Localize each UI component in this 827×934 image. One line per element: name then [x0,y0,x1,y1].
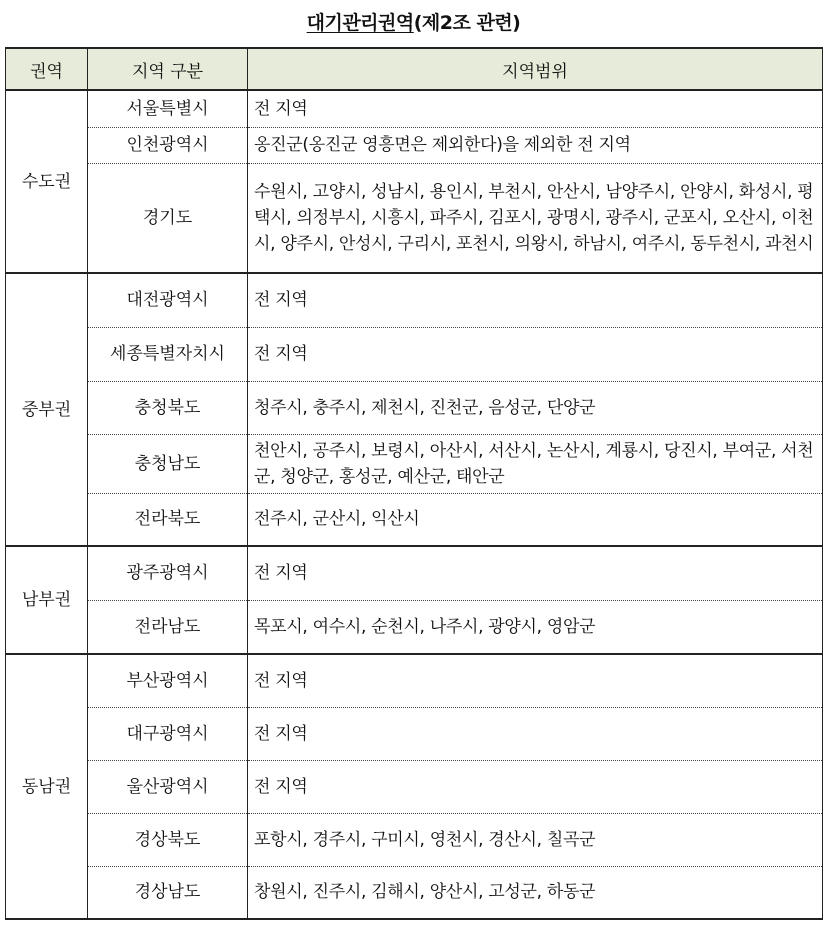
header-range: 지역범위 [248,48,823,90]
region-cell: 남부권 [6,546,88,654]
area-cell: 서울특별시 [88,90,248,127]
table-row [6,163,823,273]
table-row [6,493,823,546]
title-main: 대기관리권역 [306,12,414,34]
area-cell: 경상남도 [88,866,248,919]
area-cell: 경상북도 [88,813,248,866]
range-cell: 목포시, 여수시, 순천시, 나주시, 광양시, 영암군 [248,600,823,654]
range-cell: 전 지역 [248,327,823,381]
range-cell: 청주시, 충주시, 제천시, 진천군, 음성군, 단양군 [248,381,823,434]
range-cell: 전주시, 군산시, 익산시 [248,493,823,546]
range-cell: 전 지역 [248,90,823,127]
area-cell: 세종특별자치시 [88,327,248,381]
area-cell: 경기도 [88,163,248,273]
table-row [6,127,823,163]
region-cell: 수도권 [6,90,88,273]
area-cell: 광주광역시 [88,546,248,600]
table-row [6,654,823,707]
title-sub: (제2조 관련) [413,12,521,34]
range-cell: 수원시, 고양시, 성남시, 용인시, 부천시, 안산시, 남양주시, 안양시, 화성시, 평택시, 의정부시, 시흥시, 파주시, 김포시, 광명시, 광주시, 군포시, 오산시, 이천시, 양주시, 안성시, 구리시, 포천시, 의왕시, 하남시, 여주시, 동두천시, 과천시 [248,163,823,273]
document-title [0,8,827,35]
region-cell: 중부권 [6,273,88,546]
area-cell: 인천광역시 [88,127,248,163]
table-row [6,760,823,813]
air-quality-region-table [5,47,823,920]
table-row [6,327,823,381]
area-cell: 부산광역시 [88,654,248,707]
range-cell: 전 지역 [248,546,823,600]
header-region: 권역 [6,48,88,90]
area-cell: 전라남도 [88,600,248,654]
table-row [6,546,823,600]
range-cell: 포항시, 경주시, 구미시, 영천시, 경산시, 칠곡군 [248,813,823,866]
header-area: 지역 구분 [88,48,248,90]
range-cell: 전 지역 [248,707,823,760]
range-cell: 천안시, 공주시, 보령시, 아산시, 서산시, 논산시, 계룡시, 당진시, 부여군, 서천군, 청양군, 홍성군, 예산군, 태안군 [248,434,823,493]
table-row [6,866,823,919]
area-cell: 전라북도 [88,493,248,546]
range-cell: 창원시, 진주시, 김해시, 양산시, 고성군, 하동군 [248,866,823,919]
area-cell: 충청북도 [88,381,248,434]
area-cell: 울산광역시 [88,760,248,813]
range-cell: 전 지역 [248,654,823,707]
table-row [6,381,823,434]
range-cell: 전 지역 [248,760,823,813]
table-row [6,813,823,866]
area-cell: 대구광역시 [88,707,248,760]
table-row [6,434,823,493]
region-cell: 동남권 [6,654,88,919]
table-row [6,707,823,760]
table-row [6,90,823,127]
range-cell: 전 지역 [248,273,823,327]
table-row [6,600,823,654]
table-row [6,273,823,327]
range-cell: 옹진군(옹진군 영흥면은 제외한다)을 제외한 전 지역 [248,127,823,163]
area-cell: 대전광역시 [88,273,248,327]
area-cell: 충청남도 [88,434,248,493]
header-row [6,48,823,90]
